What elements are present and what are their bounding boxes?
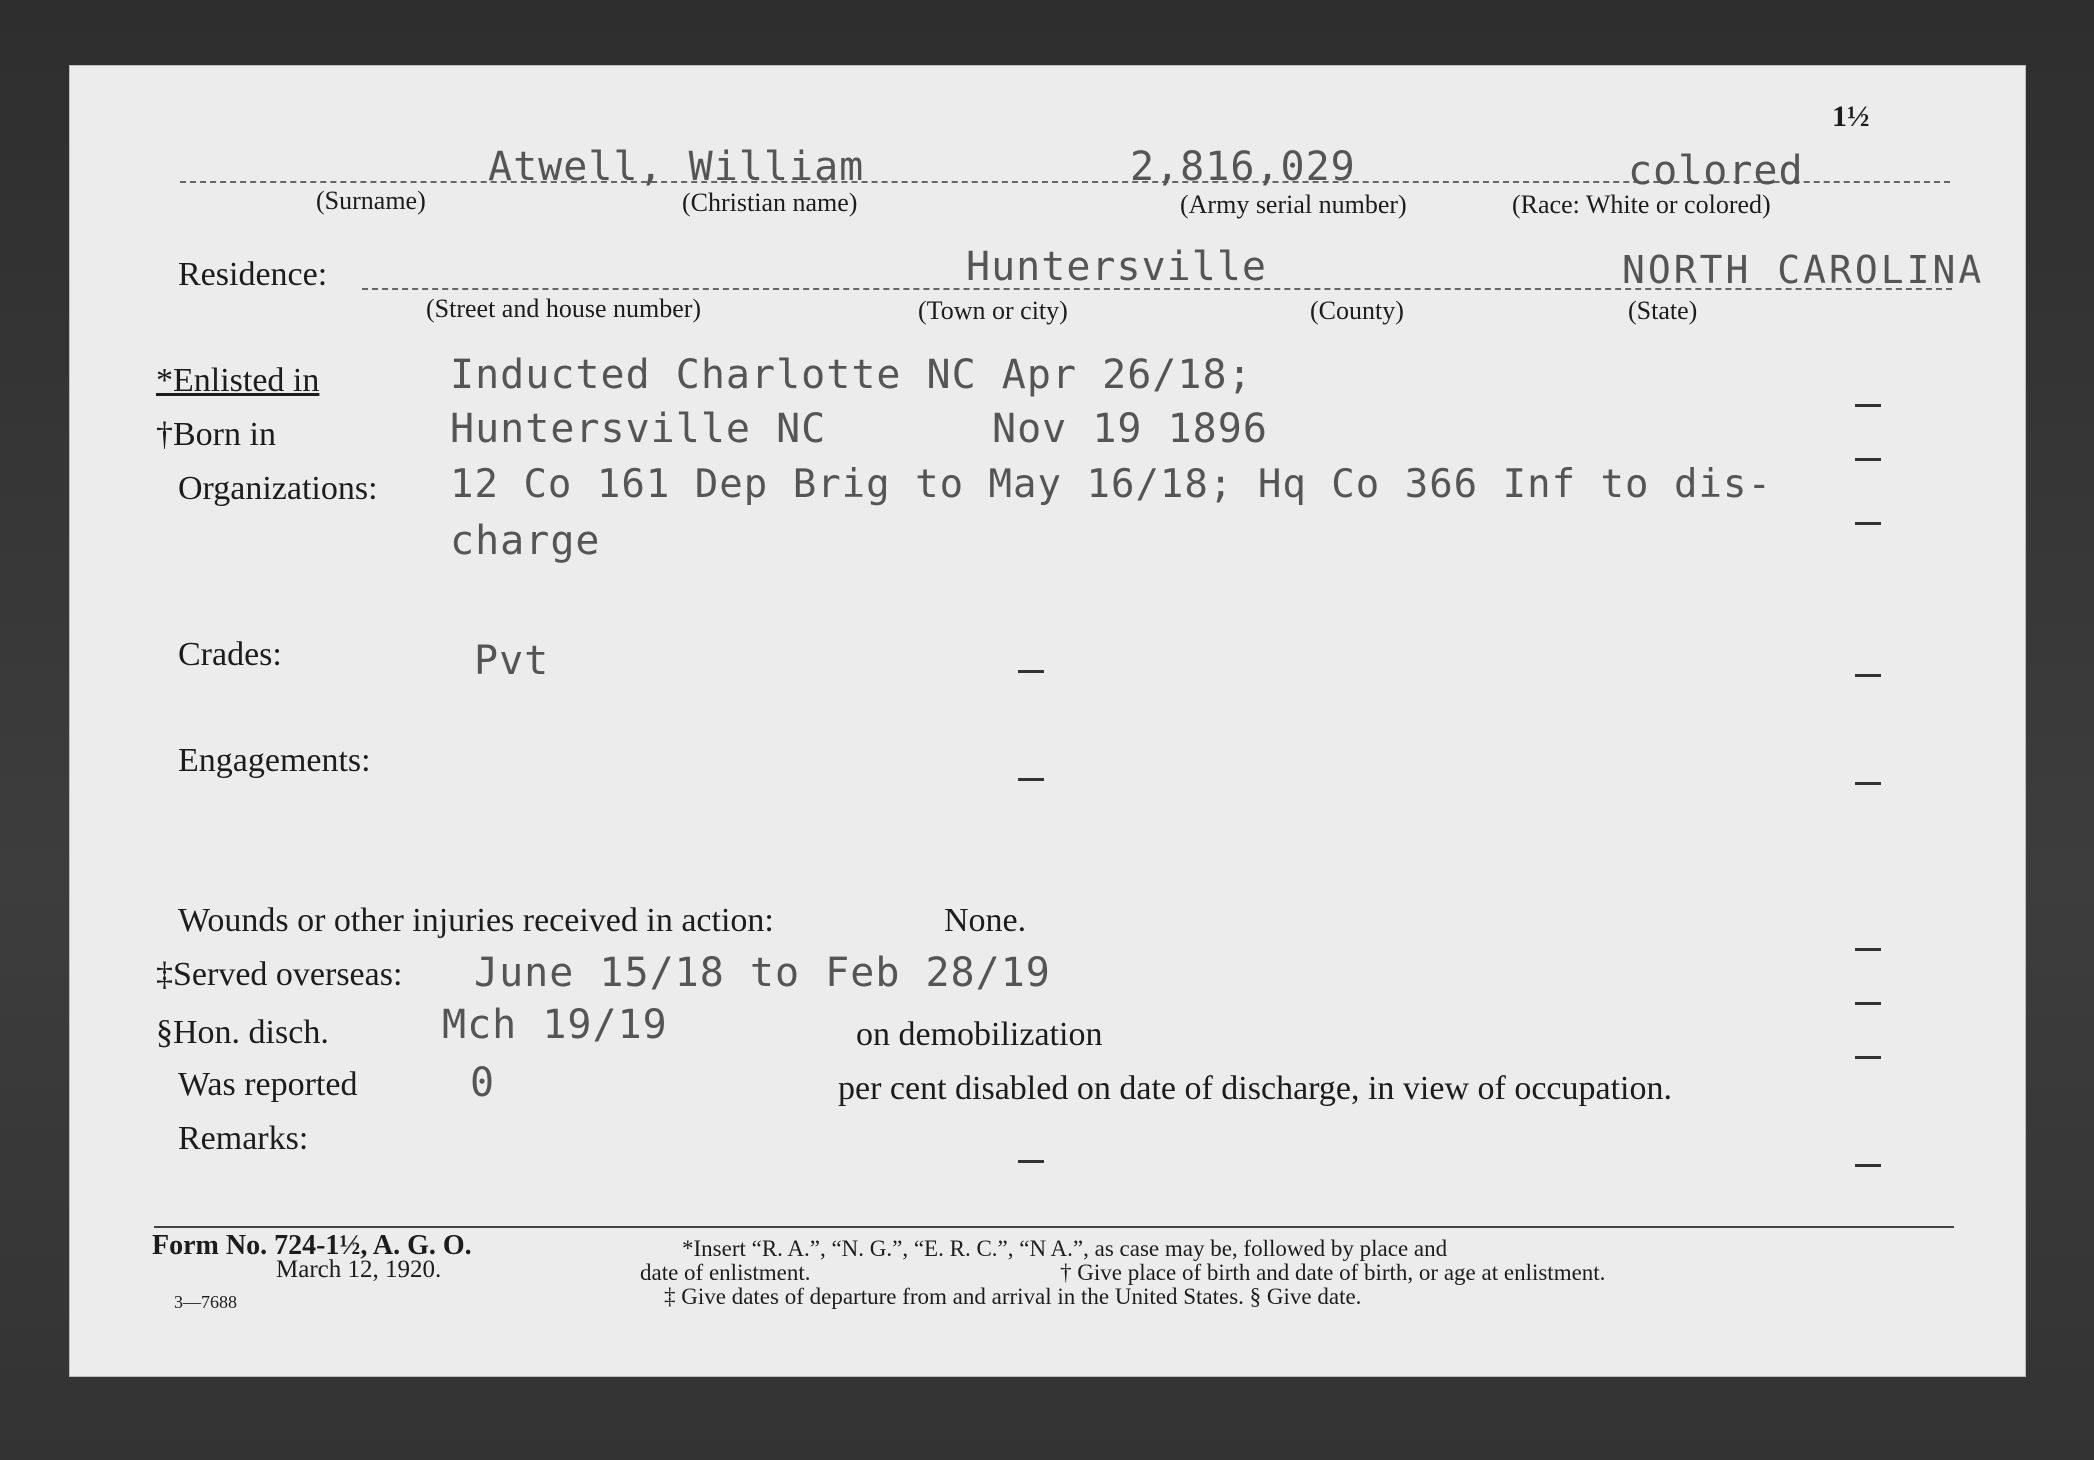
reported-margin-dash (1855, 1056, 1881, 1059)
hon-disch-suffix: on demobilization (856, 1016, 1103, 1053)
serial-number-value: 2,816,029 (1130, 144, 1356, 190)
born-margin-dash (1855, 458, 1881, 461)
organizations-margin-dash (1855, 522, 1881, 525)
card-number: 1½ (1832, 100, 1870, 133)
wounds-label: Wounds or other injuries received in action: (178, 902, 774, 939)
remarks-label: Remarks: (178, 1120, 309, 1157)
race-caption: (Race: White or colored) (1512, 190, 1771, 219)
surname-caption: (Surname) (316, 186, 426, 215)
state-caption: (State) (1628, 296, 1698, 325)
grades-mid-dash (1018, 670, 1044, 673)
race-value: colored (1628, 148, 1804, 194)
engagements-margin-dash (1855, 782, 1881, 785)
grades-value: Pvt (474, 638, 550, 684)
hon-disch-label: §Hon. disch. (156, 1014, 329, 1051)
born-label: †Born in (156, 416, 276, 453)
form-date: March 12, 1920. (276, 1256, 442, 1283)
footnote-line2a: date of enlistment. (640, 1260, 811, 1285)
footnote-line3: ‡ Give dates of departure from and arrival in the United States. § Give date. (664, 1284, 1362, 1309)
remarks-mid-dash (1018, 1160, 1044, 1163)
residence-label: Residence: (178, 256, 328, 293)
street-caption: (Street and house number) (426, 294, 702, 323)
christian-name-caption: (Christian name) (682, 188, 858, 217)
hon-disch-margin-dash (1855, 1002, 1881, 1005)
wounds-value: None. (944, 902, 1027, 939)
remarks-margin-dash (1855, 1164, 1881, 1167)
form-code: 3—7688 (174, 1292, 237, 1312)
organizations-value-line1: 12 Co 161 Dep Brig to May 16/18; Hq Co 366 Inf to dis- (450, 462, 1772, 507)
engagements-mid-dash (1018, 778, 1044, 781)
born-date-value: Nov 19 1896 (992, 406, 1268, 452)
service-record-card (70, 66, 2025, 1376)
engagements-label: Engagements: (178, 742, 371, 779)
born-place-value: Huntersville NC (450, 406, 827, 452)
county-caption: (County) (1310, 296, 1404, 325)
enlisted-value: Inducted Charlotte NC Apr 26/18; (450, 352, 1253, 398)
residence-state-value: NORTH CAROLINA (1622, 248, 1985, 292)
name-value: Atwell, William (488, 144, 865, 190)
was-reported-label: Was reported (178, 1066, 358, 1103)
grades-label: Crades: (178, 636, 282, 673)
footer-rule (154, 1226, 1954, 1228)
overseas-margin-dash (1855, 948, 1881, 951)
enlisted-margin-dash (1855, 404, 1881, 407)
residence-town-value: Huntersville (966, 244, 1267, 290)
grades-margin-dash (1855, 674, 1881, 677)
organizations-label: Organizations: (178, 470, 378, 507)
organizations-value-line2: charge (450, 518, 601, 564)
served-overseas-label: ‡Served overseas: (156, 956, 403, 993)
was-reported-suffix: per cent disabled on date of discharge, in view of occupation. (838, 1070, 1672, 1107)
footnote-line1: *Insert “R. A.”, “N. G.”, “E. R. C.”, “N A.”, as case may be, followed by place and (682, 1236, 1448, 1261)
was-reported-value: 0 (470, 1060, 496, 1106)
served-overseas-value: June 15/18 to Feb 28/19 (474, 950, 1051, 996)
town-caption: (Town or city) (918, 296, 1068, 325)
form-number: Form No. 724-1½, A. G. O. (152, 1230, 472, 1261)
hon-disch-value: Mch 19/19 (442, 1002, 668, 1048)
enlisted-label: *Enlisted in (156, 362, 320, 399)
serial-caption: (Army serial number) (1180, 190, 1407, 219)
footnote-line2b: † Give place of birth and date of birth, or age at enlistment. (1060, 1260, 1606, 1285)
